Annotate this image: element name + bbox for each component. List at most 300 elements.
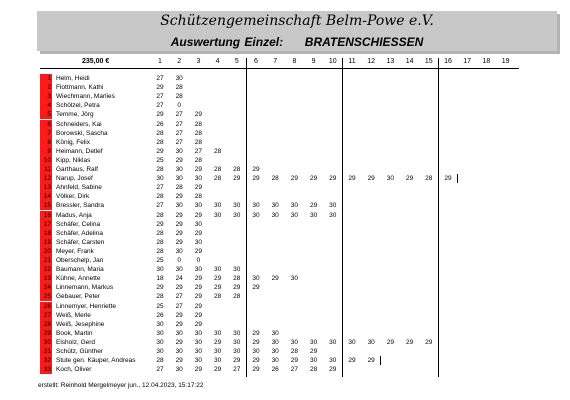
participant-name: Meyer, Frank <box>56 247 94 255</box>
score-cell: 30 <box>290 275 298 283</box>
score-cell: 30 <box>290 211 298 219</box>
round-header: 16 <box>444 58 452 65</box>
row-number: 13 <box>40 183 52 192</box>
subtitle-gap <box>287 35 300 49</box>
score-cell: 28 <box>156 357 164 365</box>
table-row <box>40 320 520 329</box>
score-cell: 30 <box>233 338 241 346</box>
score-cell: 29 <box>271 275 279 283</box>
score-cell: 29 <box>175 320 183 328</box>
score-cell: 28 <box>213 166 222 173</box>
score-cell: 29 <box>233 284 241 292</box>
score-cell: 27 <box>290 366 298 374</box>
table-row <box>40 311 520 320</box>
score-cell: 30 <box>156 266 164 274</box>
table-row <box>40 183 520 192</box>
score-cell: 30 <box>386 175 394 183</box>
score-cell: 30 <box>156 348 164 355</box>
row-number: 24 <box>40 283 52 292</box>
table-row <box>40 120 520 129</box>
score-cell: 29 <box>309 348 318 355</box>
sub-title <box>37 35 557 49</box>
score-cell: 29 <box>425 338 433 346</box>
row-number: 2 <box>40 83 52 92</box>
score-cell: 29 <box>175 357 183 365</box>
score-cell: 30 <box>175 175 183 183</box>
score-cell: 30 <box>329 338 337 346</box>
score-cell: 28 <box>156 129 164 137</box>
score-cell: 29 <box>252 284 260 292</box>
score-cell: 29 <box>252 166 260 173</box>
score-cell: 25 <box>156 257 164 264</box>
row-number: 4 <box>40 101 52 110</box>
participant-name: Helm, Heidi <box>56 75 90 82</box>
round-header: 18 <box>482 58 491 65</box>
score-cell: 30 <box>175 348 183 355</box>
participant-name: Bressler, Sandra <box>56 202 105 210</box>
table-row <box>40 110 520 119</box>
score-cell: 30 <box>194 357 202 365</box>
prize-amount: 235,00 € <box>82 58 110 65</box>
score-cell: 29 <box>329 175 337 183</box>
score-cell: 28 <box>156 247 164 255</box>
participant-name: Schäfer, Carsten <box>56 238 105 246</box>
score-cell: 29 <box>233 175 241 183</box>
score-cell: 29 <box>156 284 164 292</box>
score-cell: 29 <box>309 202 318 210</box>
score-cell: 28 <box>175 93 183 101</box>
participant-name: Gebauer, Peter <box>56 293 101 301</box>
score-cell: 29 <box>367 175 375 183</box>
row-number: 33 <box>40 365 52 374</box>
table-row <box>40 238 520 247</box>
score-cell: 30 <box>213 329 222 337</box>
participant-name: Weiß, Merle <box>56 311 91 319</box>
participant-name: Book, Martin <box>56 329 93 337</box>
score-cell: 26 <box>156 120 164 128</box>
participant-name: Linnemyer, Henriette <box>56 302 116 310</box>
score-cell: 29 <box>175 238 183 246</box>
score-cell: 29 <box>252 175 260 183</box>
table-row <box>40 292 520 301</box>
participant-name: Kühne, Annette <box>56 275 101 283</box>
participant-name: Koch, Oliver <box>56 366 92 374</box>
table-row <box>40 229 520 238</box>
row-number: 18 <box>40 229 52 238</box>
round-header: 12 <box>367 58 376 65</box>
score-cell: 29 <box>405 338 414 346</box>
score-cell: 28 <box>425 175 433 183</box>
row-number: 16 <box>40 211 52 220</box>
score-cell: 27 <box>156 184 164 192</box>
score-cell: 30 <box>213 211 222 219</box>
row-number: 22 <box>40 265 52 274</box>
score-cell: 29 <box>194 293 202 301</box>
score-cell: 28 <box>194 120 202 128</box>
participant-name: König, Felix <box>56 138 90 146</box>
row-number: 28 <box>40 320 52 329</box>
table-row <box>40 83 520 92</box>
score-cell: 28 <box>175 84 183 92</box>
table-row <box>40 365 520 374</box>
score-cell: 28 <box>309 366 318 374</box>
score-cell: 29 <box>194 111 202 119</box>
score-cell: 29 <box>156 147 164 155</box>
score-cell: 28 <box>213 147 222 155</box>
score-cell: 29 <box>194 284 202 292</box>
score-cell: 30 <box>213 348 222 355</box>
participant-name: Baumann, Maria <box>56 266 104 274</box>
score-cell: 30 <box>156 329 164 337</box>
score-cell: 29 <box>194 247 202 255</box>
score-cell: 28 <box>156 238 164 246</box>
row-end-marker <box>438 338 439 347</box>
score-cell: 30 <box>252 202 260 210</box>
row-number: 11 <box>40 165 52 174</box>
score-cell: 29 <box>252 357 260 365</box>
score-cell: 27 <box>233 366 241 374</box>
score-cell: 30 <box>348 338 356 346</box>
score-cell: 30 <box>329 357 337 365</box>
score-cell: 30 <box>252 275 260 283</box>
score-cell: 28 <box>156 166 164 173</box>
row-number: 15 <box>40 201 52 210</box>
row-number: 25 <box>40 292 52 301</box>
score-cell: 29 <box>156 111 164 119</box>
score-cell: 30 <box>271 202 279 210</box>
score-cell: 30 <box>175 166 183 173</box>
participant-name: Schäfer, Adelina <box>56 229 103 237</box>
row-number: 20 <box>40 247 52 256</box>
score-cell: 30 <box>329 211 337 219</box>
score-cell: 29 <box>213 284 222 292</box>
score-cell: 27 <box>156 366 164 374</box>
score-cell: 27 <box>175 120 183 128</box>
score-cell: 28 <box>233 275 241 283</box>
score-cell: 28 <box>156 229 164 237</box>
score-cell: 29 <box>252 366 260 374</box>
row-number: 9 <box>40 147 52 156</box>
table-row <box>40 329 520 338</box>
score-cell: 30 <box>194 338 202 346</box>
score-cell: 30 <box>194 202 202 210</box>
score-cell: 24 <box>175 275 183 283</box>
score-cell: 27 <box>156 102 164 110</box>
score-cell: 29 <box>175 284 183 292</box>
subtitle-event: BRATENSCHIESSEN <box>304 35 424 49</box>
score-cell: 30 <box>175 329 183 337</box>
table-row <box>40 302 520 311</box>
score-cell: 30 <box>329 202 337 210</box>
score-cell: 29 <box>348 357 356 365</box>
score-cell: 28 <box>175 184 183 192</box>
score-cell: 29 <box>175 311 183 319</box>
score-cell: 25 <box>156 156 164 164</box>
participant-name: Kipp, Niklas <box>56 156 91 164</box>
score-cell: 30 <box>271 211 279 219</box>
header-banner <box>37 11 557 51</box>
participant-name: Schneiders, Kai <box>56 120 102 128</box>
row-number: 19 <box>40 238 52 247</box>
score-cell: 30 <box>175 247 183 255</box>
table-row <box>40 201 520 210</box>
score-cell: 29 <box>290 175 298 183</box>
score-cell: 29 <box>175 211 183 219</box>
score-cell: 30 <box>233 211 241 219</box>
participant-name: Stute gen. Käuper, Andreas <box>56 357 136 365</box>
participant-name: Narup, Josef <box>56 175 93 183</box>
round-header: 2 <box>177 58 182 65</box>
round-header: 10 <box>328 58 337 65</box>
score-cell: 30 <box>213 266 222 274</box>
score-cell: 25 <box>156 302 164 310</box>
score-cell: 29 <box>329 366 337 374</box>
row-number: 14 <box>40 192 52 201</box>
score-cell: 30 <box>175 75 183 82</box>
score-cell: 18 <box>156 275 164 283</box>
row-end-marker <box>457 174 458 183</box>
participant-name: Heimann, Detlef <box>56 147 103 155</box>
participant-name: Flottmann, Kathi <box>56 84 104 92</box>
score-cell: 26 <box>271 366 279 374</box>
row-number: 21 <box>40 256 52 265</box>
score-cell: 29 <box>386 338 394 346</box>
table-row <box>40 283 520 292</box>
row-number: 8 <box>40 138 52 147</box>
score-cell: 27 <box>175 111 183 119</box>
score-cell: 29 <box>252 329 260 337</box>
table-row <box>40 101 520 110</box>
table-row <box>40 156 520 165</box>
score-cell: 30 <box>309 357 318 365</box>
score-cell: 28 <box>194 138 202 146</box>
score-cell: 29 <box>309 175 318 183</box>
participant-name: Oberschelp, Jan <box>56 257 104 264</box>
score-cell: 30 <box>156 175 164 183</box>
score-cell: 29 <box>156 84 164 92</box>
participant-name: Völker, Dirk <box>56 193 90 201</box>
table-row <box>40 165 520 174</box>
participant-name: Temme, Jörg <box>56 111 94 119</box>
score-cell: 29 <box>213 338 222 346</box>
score-cell: 29 <box>213 366 222 374</box>
score-cell: 29 <box>252 338 260 346</box>
table-row <box>40 338 520 347</box>
participant-name: Schölzel, Petra <box>56 102 100 110</box>
score-cell: 27 <box>175 129 183 137</box>
score-cell: 28 <box>156 211 164 219</box>
score-cell: 28 <box>290 348 298 355</box>
row-number: 23 <box>40 274 52 283</box>
score-cell: 28 <box>194 193 202 201</box>
row-number: 7 <box>40 129 52 138</box>
round-header: 1 <box>158 58 162 65</box>
score-cell: 30 <box>194 329 202 337</box>
score-cell: 28 <box>194 129 202 137</box>
table-row <box>40 129 520 138</box>
score-cell: 29 <box>194 166 202 173</box>
round-header: 15 <box>424 58 433 65</box>
score-cell: 29 <box>194 184 202 192</box>
score-cell: 30 <box>233 202 241 210</box>
score-cell: 27 <box>156 202 164 210</box>
score-cell: 28 <box>156 193 164 201</box>
score-cell: 29 <box>233 357 241 365</box>
score-cell: 27 <box>175 293 183 301</box>
score-cell: 28 <box>233 293 241 301</box>
score-cell: 30 <box>213 202 222 210</box>
score-cell: 30 <box>271 357 279 365</box>
score-cell: 29 <box>175 156 183 164</box>
table-row <box>40 138 520 147</box>
score-cell: 30 <box>156 320 164 328</box>
score-cell: 30 <box>367 338 375 346</box>
row-number: 17 <box>40 220 52 229</box>
score-cell: 30 <box>233 266 241 274</box>
score-cell: 29 <box>444 175 452 183</box>
score-cell: 30 <box>194 348 202 355</box>
table-row <box>40 174 520 183</box>
footer-created: erstellt: Reinhold Mergelmeyer jun., 12.04.2023, 15:17:22 <box>38 382 204 389</box>
score-cell: 30 <box>233 348 241 355</box>
row-number: 5 <box>40 110 52 119</box>
round-header: 4 <box>215 58 220 65</box>
score-cell: 27 <box>175 138 183 146</box>
score-cell: 29 <box>194 366 202 374</box>
score-cell: 26 <box>156 311 164 319</box>
score-cell: 29 <box>175 193 183 201</box>
table-row <box>40 220 520 229</box>
round-header: 8 <box>292 58 297 65</box>
round-header: 9 <box>311 58 316 65</box>
score-cell: 28 <box>156 293 164 301</box>
table-row <box>40 147 520 156</box>
score-cell: 28 <box>213 293 222 301</box>
score-cell: 30 <box>194 175 202 183</box>
score-cell: 30 <box>271 329 279 337</box>
table-row <box>40 265 520 274</box>
table-row <box>40 211 520 220</box>
participant-name: Linnemann, Markus <box>56 284 114 292</box>
table-row <box>40 74 520 83</box>
score-cell: 30 <box>309 338 318 346</box>
score-cell: 30 <box>252 211 260 219</box>
score-cell: 29 <box>175 338 183 346</box>
participant-name: Weiß, Jesephine <box>56 320 105 328</box>
participant-name: Madus, Anja <box>56 211 92 219</box>
score-cell: 28 <box>194 156 202 164</box>
score-cell: 0 <box>177 257 181 264</box>
score-cell: 28 <box>271 175 279 183</box>
round-header: 19 <box>501 58 510 65</box>
row-number: 12 <box>40 174 52 183</box>
score-cell: 29 <box>194 302 202 310</box>
score-cell: 30 <box>271 348 279 355</box>
score-cell: 30 <box>290 202 298 210</box>
score-cell: 29 <box>194 311 202 319</box>
participant-name: Garthaus, Ralf <box>56 166 98 173</box>
score-cell: 27 <box>194 147 202 155</box>
score-cell: 29 <box>290 357 298 365</box>
score-cell: 30 <box>194 220 202 228</box>
participant-name: Ahnfeld, Sabine <box>56 184 102 192</box>
subtitle-label: Auswertung Einzel: <box>170 35 284 49</box>
row-number: 6 <box>40 120 52 129</box>
score-cell: 30 <box>156 338 164 346</box>
score-cell: 30 <box>175 147 183 155</box>
round-header: 5 <box>234 58 239 65</box>
table-row <box>40 256 520 265</box>
score-cell: 29 <box>194 275 202 283</box>
score-cell: 30 <box>213 357 222 365</box>
score-cell: 30 <box>194 238 202 246</box>
round-header: 14 <box>405 58 414 65</box>
club-name: Schützengemeinschaft Belm-Powe e.V. <box>160 13 434 29</box>
score-cell: 29 <box>194 211 202 219</box>
score-cell: 0 <box>196 257 201 264</box>
score-cell: 29 <box>405 175 414 183</box>
score-cell: 29 <box>194 320 202 328</box>
row-number: 1 <box>40 74 52 83</box>
score-cell: 29 <box>194 229 202 237</box>
score-cell: 28 <box>233 166 241 173</box>
score-cell: 30 <box>290 338 298 346</box>
row-number: 27 <box>40 311 52 320</box>
score-cell: 29 <box>156 220 164 228</box>
row-number: 30 <box>40 338 52 347</box>
score-cell: 27 <box>156 75 164 82</box>
participant-name: Borowski, Sascha <box>56 129 108 137</box>
score-cell: 30 <box>233 329 241 337</box>
score-cell: 28 <box>213 175 222 183</box>
score-cell: 29 <box>175 229 183 237</box>
score-cell: 29 <box>213 275 222 283</box>
participant-name: Schäfer, Celina <box>56 220 101 228</box>
row-number: 32 <box>40 356 52 365</box>
round-header: 11 <box>348 58 356 65</box>
round-header: 7 <box>273 58 278 65</box>
table-row <box>40 247 520 256</box>
score-cell: 29 <box>348 175 356 183</box>
participant-name: Elsholz, Gerd <box>56 338 96 346</box>
row-number: 26 <box>40 302 52 311</box>
score-cell: 28 <box>156 138 164 146</box>
table-row <box>40 274 520 283</box>
round-header: 13 <box>386 58 395 65</box>
table-row <box>40 92 520 101</box>
row-number: 31 <box>40 347 52 356</box>
score-cell: 30 <box>271 338 279 346</box>
participant-name: Wiechmann, Marlies <box>56 93 115 101</box>
round-header: 3 <box>196 58 201 65</box>
score-cell: 27 <box>156 93 164 101</box>
score-cell: 30 <box>194 266 202 274</box>
header-rule <box>40 68 519 69</box>
row-number: 3 <box>40 92 52 101</box>
round-header: 6 <box>254 58 258 65</box>
score-cell: 30 <box>175 266 183 274</box>
score-cell: 30 <box>252 348 260 355</box>
score-cell: 27 <box>175 302 183 310</box>
score-cell: 29 <box>367 357 375 365</box>
score-cell: 30 <box>175 202 183 210</box>
table-row <box>40 347 520 356</box>
row-number: 29 <box>40 329 52 338</box>
table-row <box>40 356 520 365</box>
participant-name: Schütz, Günther <box>56 348 103 355</box>
score-cell: 29 <box>175 220 183 228</box>
table-row <box>40 192 520 201</box>
